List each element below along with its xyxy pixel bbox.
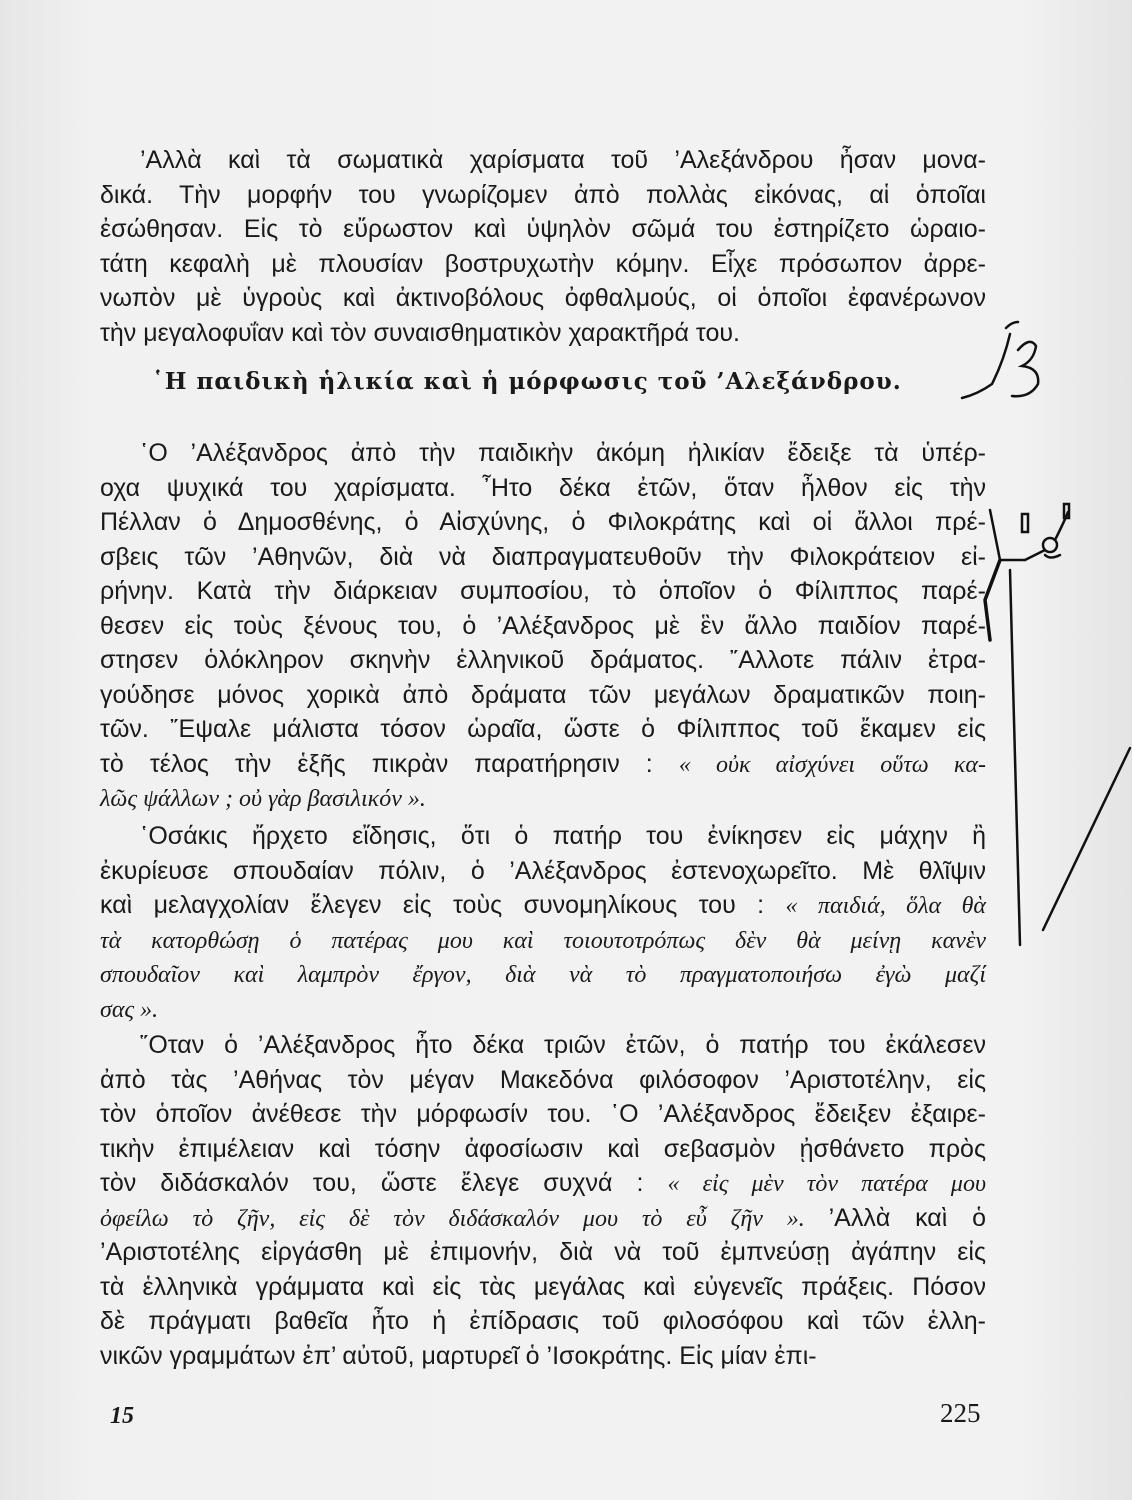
quoted-text: « οὐκ αἰσχύνει οὕτω κα- xyxy=(678,751,986,778)
body-text: θεσεν εἰς τοὺς ξένους του, ὁ ’Αλέξανδρος μὲ ἓν ἄλλο παιδίον παρέ- xyxy=(100,611,986,640)
text-line xyxy=(100,540,986,575)
body-text: νωπὸν μὲ ὑγροὺς καὶ ἀκτινοβόλους ὀφθαλμούς, οἱ ὁποῖοι ἐφανέρωνον xyxy=(100,284,986,312)
text-line xyxy=(100,923,986,958)
body-text: καὶ μελαγχολίαν ἔλεγεν εἰς τοὺς συνομηλίκους του : xyxy=(100,891,786,919)
text-line xyxy=(100,957,986,992)
text-line xyxy=(100,1132,986,1167)
paragraph-physical-gifts xyxy=(100,143,986,350)
text-line xyxy=(100,747,986,782)
body-text: ἐσώθησαν. Εἰς τὸ εὔρωστον καὶ ὑψηλὸν σῶμά του ἐστηρίζετο ὡραιο- xyxy=(100,215,986,243)
text-line xyxy=(100,888,986,923)
text-line xyxy=(100,992,986,1027)
body-text: νικῶν γραμμάτων ἐπ’ αὐτοῦ, μαρτυρεῖ ὁ ’Ισοκράτης. Εἰς μίαν ἐπι- xyxy=(100,1341,817,1370)
body-text: τῶν. ῎Εψαλε μάλιστα τόσον ὡραῖα, ὥστε ὁ Φίλιππος τοῦ ἔκαμεν εἰς xyxy=(100,715,986,743)
quoted-text: « εἰς μὲν τὸν πατέρα μου xyxy=(667,1171,986,1197)
text-line xyxy=(100,471,986,506)
paragraph-victories xyxy=(100,819,986,1026)
text-line xyxy=(100,281,986,316)
text-line xyxy=(100,712,986,747)
body-text: τάτη κεφαλὴ μὲ πλουσίαν βοστρυχωτὴν κόμην. Εἶχε πρόσωπον ἀρρε- xyxy=(100,249,986,278)
body-text: στησεν ὁλόκληρον σκηνὴν ἑλληνικοῦ δράματος. ῎Αλλοτε πάλιν ἐτρα- xyxy=(100,646,986,674)
text-line xyxy=(100,678,986,713)
text-line xyxy=(100,1166,986,1201)
text-line xyxy=(100,609,986,644)
stick-figure-drawing-icon xyxy=(985,504,1130,945)
text-line xyxy=(100,1304,986,1339)
paragraph-aristotle xyxy=(100,1028,986,1373)
signature-mark: 15 xyxy=(110,1403,134,1429)
text-line xyxy=(100,854,986,889)
section-heading-text: ῾Η παιδικὴ ἡλικία καὶ ἡ μόρφωσις τοῦ ’Αλεξάνδρου. xyxy=(152,368,902,395)
body-text: τικὴν ἐπιμέλειαν καὶ τόσην ἀφοσίωσιν καὶ σεβασμὸν ᾐσθάνετο πρὸς xyxy=(100,1134,986,1163)
body-text: ἀπὸ τὰς ’Αθήνας τὸν μέγαν Μακεδόνα φιλόσοφον ’Αριστοτέλην, εἰς xyxy=(100,1065,986,1094)
body-text: Πέλλαν ὁ Δημοσθένης, ὁ Αἰσχύνης, ὁ Φιλοκράτης καὶ οἱ ἄλλοι πρέ- xyxy=(100,508,986,536)
text-line xyxy=(100,436,986,471)
quoted-text: « παιδιά, ὅλα θὰ xyxy=(785,893,987,919)
text-line xyxy=(100,1235,986,1270)
text-line xyxy=(100,1097,986,1132)
body-text: γούδησε μόνος χορικὰ ἀπὸ δράματα τῶν μεγάλων δραματικῶν ποιη- xyxy=(100,680,986,709)
text-line xyxy=(100,781,986,816)
body-text: τὴν μεγαλοφυΐαν καὶ τὸν συναισθηματικὸν χαρακτῆρά του. xyxy=(100,318,740,347)
text-line xyxy=(100,819,986,854)
text-line xyxy=(100,316,986,351)
quoted-text: τὰ κατορθώσῃ ὁ πατέρας μου καὶ τοιουτοτρόπως δὲν θὰ μείνῃ κανὲν xyxy=(100,927,986,954)
body-text: τὸ τέλος τὴν ἑξῆς πικρὰν παρατήρησιν : xyxy=(100,749,679,778)
body-text: ’Αριστοτέλης εἰργάσθη μὲ ἐπιμονήν, διὰ νὰ τοῦ ἐμπνεύσῃ ἀγάπην εἰς xyxy=(100,1238,986,1266)
body-text: ’Αλλὰ καὶ ὁ xyxy=(828,1203,986,1232)
body-text: ρήνην. Κατὰ τὴν διάρκειαν συμποσίου, τὸ ὁποῖον ὁ Φίλιππος παρέ- xyxy=(100,577,986,605)
text-line xyxy=(100,643,986,678)
body-text: ῾Οσάκις ἤρχετο εἴδησις, ὅτι ὁ πατήρ του ἐνίκησεν εἰς μάχην ἢ xyxy=(140,822,986,850)
quoted-text: σπουδαῖον καὶ λαμπρὸν ἔργον, διὰ νὰ τὸ πραγματοποιήσω ἐγὼ μαζί xyxy=(100,962,986,988)
paragraph-childhood xyxy=(100,436,986,816)
body-text: δικά. Τὴν μορφήν του γνωρίζομεν ἀπὸ πολλὰς εἰκόνας, αἱ ὁποῖαι xyxy=(100,180,986,209)
text-line xyxy=(100,178,986,213)
body-text: ῞Οταν ὁ ’Αλέξανδρος ἦτο δέκα τριῶν ἐτῶν, ὁ πατήρ του ἐκάλεσεν xyxy=(140,1031,986,1059)
text-line xyxy=(100,247,986,282)
section-heading xyxy=(100,368,986,395)
body-text: οχα ψυχικά του χαρίσματα. ῏Ητο δέκα ἐτῶν, ὅταν ἦλθον εἰς τὴν xyxy=(100,473,986,502)
body-text: δὲ πράγματι βαθεῖα ἦτο ἡ ἐπίδρασις τοῦ φιλοσόφου καὶ τῶν ἑλλη- xyxy=(100,1307,986,1335)
text-line xyxy=(100,1339,986,1374)
text-line xyxy=(100,212,986,247)
quoted-text: λῶς ψάλλων ; οὐ γὰρ βασιλικόν ». xyxy=(100,786,426,812)
quoted-text: ὀφείλω τὸ ζῆν, εἰς δὲ τὸν διδάσκαλόν μου τὸ εὖ ζῆν ». xyxy=(100,1205,829,1232)
page-number: 225 xyxy=(940,1398,981,1428)
body-text: σβεις τῶν ’Αθηνῶν, διὰ νὰ διαπραγματευθοῦν τὴν Φιλοκράτειον εἰ- xyxy=(100,542,986,571)
text-line xyxy=(100,143,986,178)
body-text: τὰ ἑλληνικὰ γράμματα καὶ εἰς τὰς μεγάλας καὶ εὐγενεῖς πράξεις. Πόσον xyxy=(100,1272,986,1301)
body-text: ’Αλλὰ καὶ τὰ σωματικὰ χαρίσματα τοῦ ’Αλεξάνδρου ἦσαν μονα- xyxy=(140,146,986,174)
body-text: ἐκυρίευσε σπουδαίαν πόλιν, ὁ ’Αλέξανδρος ἐστενοχωρεῖτο. Μὲ θλῖψιν xyxy=(100,856,986,885)
text-line xyxy=(100,574,986,609)
text-line xyxy=(100,505,986,540)
text-line xyxy=(100,1028,986,1063)
text-line xyxy=(100,1270,986,1305)
body-text: τὸν διδάσκαλόν του, ὥστε ἔλεγε συχνά : xyxy=(100,1169,668,1197)
body-text: τὸν ὁποῖον ἀνέθεσε τὴν μόρφωσίν του. ῾Ο ’Αλέξανδρος ἔδειξεν ἐξαιρε- xyxy=(100,1100,986,1128)
text-line xyxy=(100,1063,986,1098)
body-text: ῾Ο ’Αλέξανδρος ἀπὸ τὴν παιδικὴν ἀκόμη ἡλικίαν ἔδειξε τὰ ὑπέρ- xyxy=(140,439,986,467)
quoted-text: σας ». xyxy=(100,996,159,1023)
text-line xyxy=(100,1201,986,1236)
